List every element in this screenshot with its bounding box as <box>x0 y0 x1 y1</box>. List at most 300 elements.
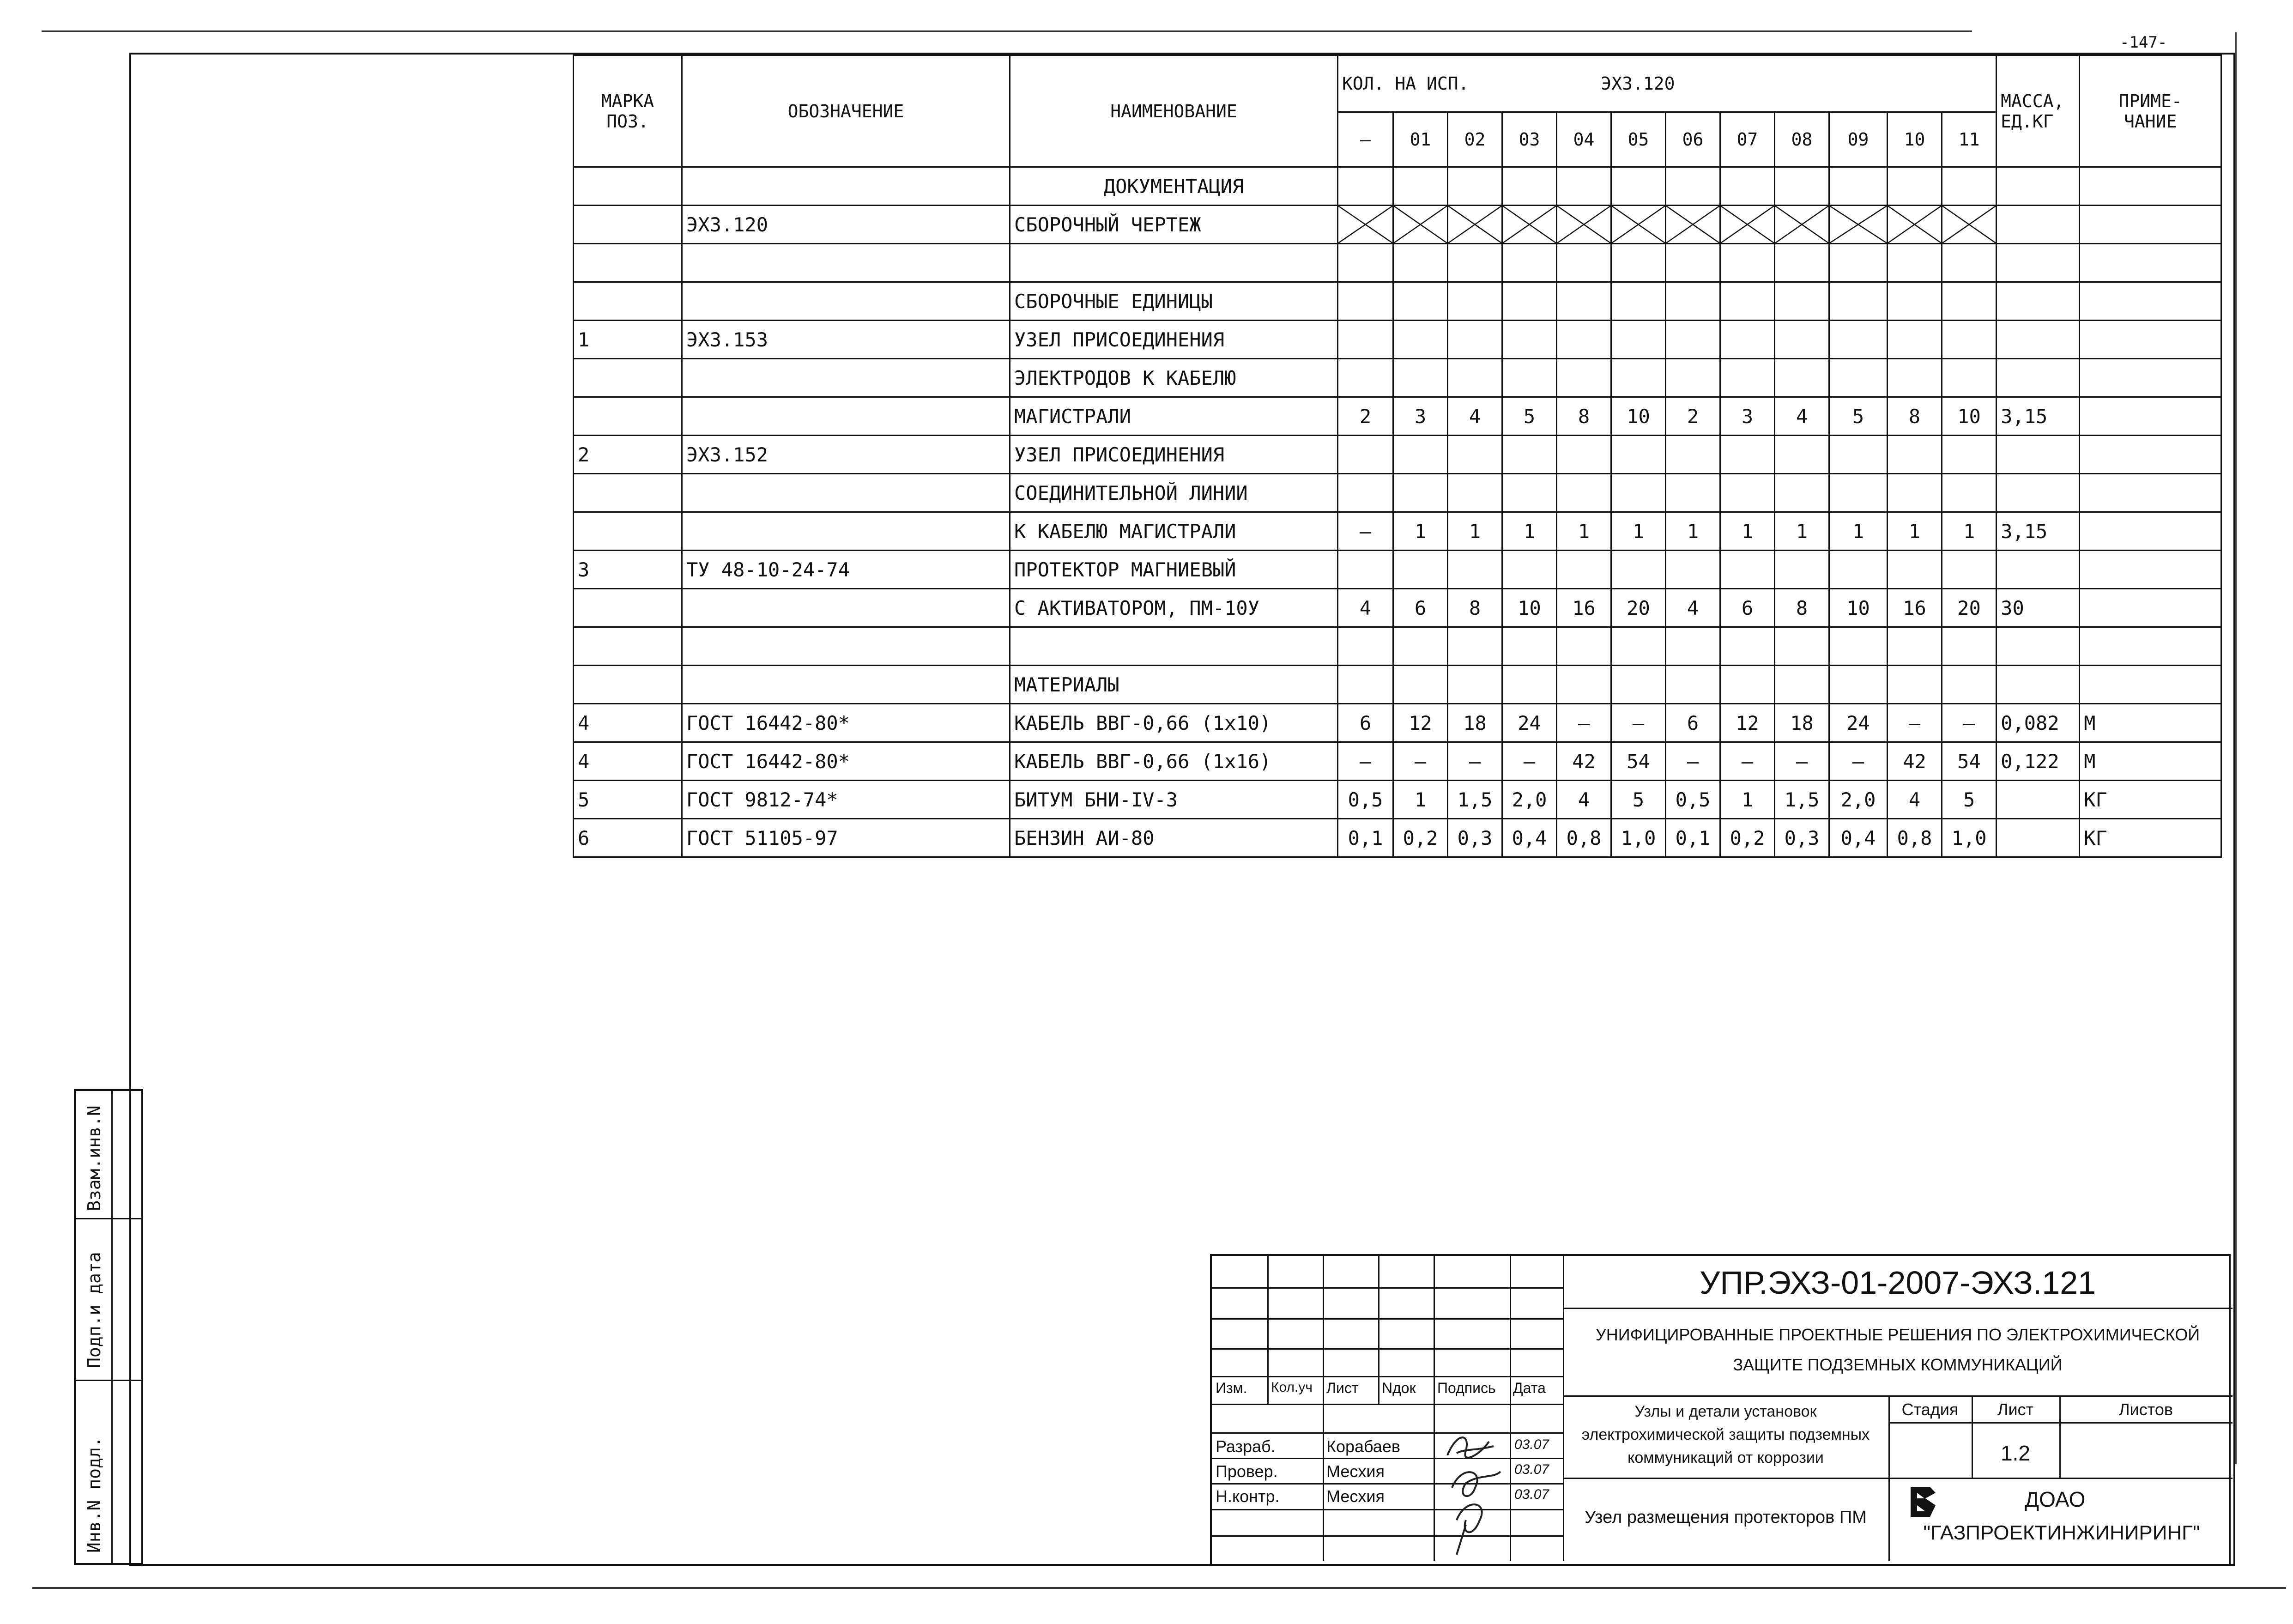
cell-qty: 1 <box>1502 512 1557 551</box>
cell-qty <box>1502 627 1557 666</box>
cell-qty <box>1393 321 1448 359</box>
header-mark-line1: МАРКА <box>601 91 654 111</box>
cell-mass <box>1997 244 2080 282</box>
cell-qty <box>1829 359 1888 397</box>
header-mark-line2: ПОЗ. <box>606 111 649 132</box>
cell-qty: 2 <box>1666 397 1720 436</box>
header-qty-label: КОЛ. НА ИСП. <box>1342 73 1469 94</box>
cell-qty <box>1666 666 1720 704</box>
cell-qty: – <box>1720 742 1775 781</box>
cell-qty <box>1888 321 1942 359</box>
cell-qty: 3 <box>1720 397 1775 436</box>
cell-qty: – <box>1448 742 1502 781</box>
cell-qty: 12 <box>1393 704 1448 742</box>
cell-qty: 0,5 <box>1338 781 1393 819</box>
cell-qty: 1 <box>1720 512 1775 551</box>
cell-qty: 54 <box>1942 742 1997 781</box>
cell-qty <box>1611 321 1666 359</box>
cell-qty <box>1942 282 1997 321</box>
cell-qty <box>1393 666 1448 704</box>
cell-qty <box>1611 282 1666 321</box>
header-mass-line1: МАССА, <box>2001 91 2064 111</box>
gazproekt-logo-icon <box>1907 1485 1939 1519</box>
cell-note <box>2080 321 2221 359</box>
cell-mark: 1 <box>574 321 682 359</box>
cell-qty: 20 <box>1942 589 1997 627</box>
cell-qty: 20 <box>1611 589 1666 627</box>
cell-qty: 12 <box>1720 704 1775 742</box>
cell-designation: ЭХЗ.120 <box>682 206 1010 244</box>
cell-qty <box>1775 666 1829 704</box>
cell-qty <box>1666 551 1720 589</box>
cell-qty: – <box>1775 742 1829 781</box>
cell-qty <box>1888 436 1942 474</box>
cell-qty: – <box>1942 704 1997 742</box>
cell-qty: 1 <box>1720 781 1775 819</box>
cell-name: БИТУМ БНИ-IV-3 <box>1010 781 1338 819</box>
cell-qty <box>1829 551 1888 589</box>
cell-designation <box>682 474 1010 512</box>
cell-mass <box>1997 551 2080 589</box>
cell-qty <box>1775 474 1829 512</box>
cell-qty: 1 <box>1829 512 1888 551</box>
header-note <box>2080 55 2221 167</box>
cell-qty <box>1338 282 1393 321</box>
cell-qty <box>1829 321 1888 359</box>
cross-mark <box>1612 206 1665 243</box>
cell-qty: 6 <box>1393 589 1448 627</box>
cell-note <box>2080 589 2221 627</box>
cell-qty: 1,5 <box>1775 781 1829 819</box>
table-row <box>574 321 2221 359</box>
cell-qty <box>1888 206 1942 244</box>
cell-name: К КАБЕЛЮ МАГИСТРАЛИ <box>1010 512 1338 551</box>
cell-note: М <box>2080 742 2221 781</box>
cross-mark <box>1775 206 1828 243</box>
cell-qty: – <box>1611 704 1666 742</box>
specification-body <box>574 167 2221 857</box>
cell-qty: 3 <box>1393 397 1448 436</box>
header-qty-col: – <box>1338 112 1393 167</box>
tb-date-prover: 03.07 <box>1514 1462 1549 1477</box>
cell-note: КГ <box>2080 819 2221 857</box>
header-qty-col: 02 <box>1448 112 1502 167</box>
cell-qty: 1 <box>1393 781 1448 819</box>
cell-qty: 16 <box>1557 589 1611 627</box>
cell-designation: ГОСТ 16442-80* <box>682 742 1010 781</box>
cell-qty <box>1829 627 1888 666</box>
cell-qty: 1 <box>1448 512 1502 551</box>
cell-qty <box>1448 627 1502 666</box>
cell-qty: – <box>1393 742 1448 781</box>
cell-qty: 4 <box>1666 589 1720 627</box>
sign-date-label: Подп.и дата <box>84 1252 104 1368</box>
cell-qty <box>1942 167 1997 206</box>
cell-qty <box>1888 359 1942 397</box>
tb-grid-line <box>1888 1395 1890 1561</box>
cell-qty <box>1448 551 1502 589</box>
cell-qty: 4 <box>1775 397 1829 436</box>
cell-qty <box>1448 167 1502 206</box>
cell-qty <box>1338 244 1393 282</box>
cell-qty: 1,0 <box>1942 819 1997 857</box>
cross-mark <box>1721 206 1774 243</box>
cell-qty <box>1393 282 1448 321</box>
cell-name: УЗЕЛ ПРИСОЕДИНЕНИЯ <box>1010 321 1338 359</box>
page-number: -147- <box>2120 33 2167 52</box>
tb-date-razrab: 03.07 <box>1514 1437 1549 1452</box>
cell-qty <box>1775 627 1829 666</box>
tb-name-prover: Месхия <box>1326 1462 1385 1481</box>
cell-mark: 2 <box>574 436 682 474</box>
tb-grid-line <box>1212 1432 1563 1434</box>
table-row <box>574 589 2221 627</box>
cell-qty <box>1888 244 1942 282</box>
stage-label: Стадия <box>1901 1400 1959 1419</box>
table-row <box>574 474 2221 512</box>
cell-qty: 0,4 <box>1829 819 1888 857</box>
sheet-title: Узел размещения протекторов ПМ <box>1585 1508 1867 1527</box>
cell-qty: – <box>1557 704 1611 742</box>
cell-designation: ТУ 48-10-24-74 <box>682 551 1010 589</box>
cell-qty <box>1942 359 1997 397</box>
cell-qty: 5 <box>1829 397 1888 436</box>
cell-qty: 0,4 <box>1502 819 1557 857</box>
cross-mark <box>1830 206 1887 243</box>
cell-note <box>2080 512 2221 551</box>
cell-mass <box>1997 627 2080 666</box>
tb-grid-line <box>1212 1458 1563 1459</box>
header-note-line2: ЧАНИЕ <box>2124 111 2177 132</box>
cell-qty <box>1775 551 1829 589</box>
cell-qty <box>1666 436 1720 474</box>
header-qty-col: 03 <box>1502 112 1557 167</box>
cell-mass: 3,15 <box>1997 512 2080 551</box>
cell-qty <box>1338 206 1393 244</box>
cell-qty <box>1720 627 1775 666</box>
cell-qty: 1 <box>1393 512 1448 551</box>
tb-grid-line <box>1563 1395 2232 1397</box>
cell-qty: 2,0 <box>1502 781 1557 819</box>
side-stamp-divider <box>76 1380 141 1381</box>
header-qty-col: 05 <box>1611 112 1666 167</box>
tb-role-nkontr: Н.контр. <box>1216 1487 1280 1506</box>
cell-qty <box>1829 666 1888 704</box>
cell-qty: 18 <box>1448 704 1502 742</box>
sheet-label: Лист <box>1997 1400 2034 1419</box>
cell-qty: 5 <box>1611 781 1666 819</box>
side-stamp-divider <box>76 1218 141 1219</box>
cell-qty <box>1448 321 1502 359</box>
cell-note <box>2080 206 2221 244</box>
cell-qty: 10 <box>1829 589 1888 627</box>
cell-mark: 6 <box>574 819 682 857</box>
table-row <box>574 282 2221 321</box>
cell-qty <box>1557 551 1611 589</box>
header-name: НАИМЕНОВАНИЕ <box>1010 55 1338 167</box>
cell-note <box>2080 397 2221 436</box>
cross-mark <box>1557 206 1610 243</box>
section-title-line3: коммуникаций от коррозии <box>1627 1449 1824 1466</box>
cell-qty <box>1720 167 1775 206</box>
tb-grid-line <box>1212 1318 1563 1320</box>
cell-qty <box>1720 282 1775 321</box>
cell-note <box>2080 551 2221 589</box>
cell-qty: 1,5 <box>1448 781 1502 819</box>
cell-qty <box>1720 359 1775 397</box>
cell-qty <box>1942 321 1997 359</box>
cell-mass: 0,082 <box>1997 704 2080 742</box>
cell-qty: 4 <box>1557 781 1611 819</box>
cell-mass <box>1997 359 2080 397</box>
cell-qty <box>1666 627 1720 666</box>
title-block <box>1210 1254 2231 1566</box>
cell-qty <box>1775 167 1829 206</box>
cell-qty: 1 <box>1888 512 1942 551</box>
tb-grid-line <box>1378 1256 1379 1404</box>
cell-name: УЗЕЛ ПРИСОЕДИНЕНИЯ <box>1010 436 1338 474</box>
tb-col-izm: Изм. <box>1216 1380 1247 1396</box>
cell-mark: 5 <box>574 781 682 819</box>
side-stamp <box>74 1089 143 1565</box>
header-qty-doc: ЭХЗ.120 <box>1601 73 1675 94</box>
header-qty-col: 11 <box>1942 112 1997 167</box>
cell-qty <box>1888 167 1942 206</box>
tb-grid-line <box>1212 1535 1563 1537</box>
tb-grid-line <box>1563 1478 2232 1479</box>
cell-mass: 30 <box>1997 589 2080 627</box>
org-line1: ДОАО <box>2025 1487 2086 1511</box>
cell-mass: 0,122 <box>1997 742 2080 781</box>
cell-qty <box>1611 359 1666 397</box>
tb-grid-line <box>1563 1308 2232 1309</box>
cell-qty <box>1448 436 1502 474</box>
cell-qty: 54 <box>1611 742 1666 781</box>
cell-note <box>2080 436 2221 474</box>
cell-qty <box>1888 282 1942 321</box>
cell-mark <box>574 512 682 551</box>
cell-mark <box>574 474 682 512</box>
cell-note <box>2080 167 2221 206</box>
table-row <box>574 704 2221 742</box>
inv-replace-label: Взам.инв.N <box>84 1105 104 1211</box>
cell-qty: 6 <box>1720 589 1775 627</box>
tb-grid-line <box>1510 1256 1511 1561</box>
cell-qty: 1 <box>1557 512 1611 551</box>
tb-date-nkontr: 03.07 <box>1514 1487 1549 1502</box>
bottom-rule <box>32 1587 2286 1589</box>
tb-grid-line <box>1212 1483 1563 1485</box>
cell-name: СБОРОЧНЫЙ ЧЕРТЕЖ <box>1010 206 1338 244</box>
cell-qty <box>1775 282 1829 321</box>
right-rule <box>2235 32 2237 1464</box>
cell-qty <box>1942 436 1997 474</box>
cross-mark <box>1666 206 1719 243</box>
cell-qty <box>1557 167 1611 206</box>
cell-qty: – <box>1888 704 1942 742</box>
cell-name: С АКТИВАТОРОМ, ПМ-10У <box>1010 589 1338 627</box>
tb-name-nkontr: Месхия <box>1326 1487 1385 1506</box>
tb-grid-line <box>1267 1256 1269 1404</box>
cell-qty <box>1557 244 1611 282</box>
tb-col-ndok: Nдок <box>1382 1380 1416 1396</box>
cell-qty: 6 <box>1666 704 1720 742</box>
cell-qty: 1,0 <box>1611 819 1666 857</box>
cell-qty <box>1666 474 1720 512</box>
cell-designation: ЭХЗ.153 <box>682 321 1010 359</box>
cell-qty <box>1775 436 1829 474</box>
table-row <box>574 666 2221 704</box>
table-row <box>574 397 2221 436</box>
tb-col-podpis: Подпись <box>1437 1380 1496 1396</box>
cell-qty <box>1448 474 1502 512</box>
cell-qty <box>1338 627 1393 666</box>
cell-qty: 4 <box>1448 397 1502 436</box>
org-line2: "ГАЗПРОЕКТИНЖИНИРИНГ" <box>1923 1521 2200 1544</box>
cell-name <box>1010 244 1338 282</box>
project-title-line1: УНИФИЦИРОВАННЫЕ ПРОЕКТНЫЕ РЕШЕНИЯ ПО ЭЛЕКТРОХИМИЧЕСКОЙ <box>1595 1325 2200 1344</box>
cell-qty: 8 <box>1888 397 1942 436</box>
cross-mark <box>1888 206 1941 243</box>
cell-qty <box>1338 359 1393 397</box>
cell-qty: – <box>1502 742 1557 781</box>
cell-qty <box>1888 551 1942 589</box>
cell-qty <box>1942 206 1997 244</box>
table-row <box>574 781 2221 819</box>
cell-qty <box>1502 167 1557 206</box>
cell-name: КАБЕЛЬ ВВГ-0,66 (1х16) <box>1010 742 1338 781</box>
cell-name: ЭЛЕКТРОДОВ К КАБЕЛЮ <box>1010 359 1338 397</box>
cell-qty <box>1393 244 1448 282</box>
cell-qty <box>1611 206 1666 244</box>
cell-qty: 10 <box>1942 397 1997 436</box>
cell-qty <box>1666 206 1720 244</box>
cross-mark <box>1448 206 1501 243</box>
cell-mass <box>1997 206 2080 244</box>
cell-designation <box>682 244 1010 282</box>
cell-qty <box>1611 244 1666 282</box>
cell-mass <box>1997 819 2080 857</box>
cell-qty: 0,8 <box>1557 819 1611 857</box>
cell-qty <box>1611 436 1666 474</box>
header-mass-line2: ЕД.КГ <box>2001 111 2054 132</box>
cell-qty <box>1393 474 1448 512</box>
cell-designation: ГОСТ 9812-74* <box>682 781 1010 819</box>
cell-name: ДОКУМЕНТАЦИЯ <box>1010 167 1338 206</box>
cell-mark: 3 <box>574 551 682 589</box>
cell-qty: 0,2 <box>1720 819 1775 857</box>
tb-col-data: Дата <box>1513 1380 1546 1396</box>
cell-qty: 0,2 <box>1393 819 1448 857</box>
cell-note <box>2080 666 2221 704</box>
tb-grid-line <box>1212 1509 1563 1510</box>
cell-mark <box>574 167 682 206</box>
cell-qty <box>1720 474 1775 512</box>
sheet-value: 1.2 <box>2001 1441 2030 1465</box>
cell-designation: ГОСТ 51105-97 <box>682 819 1010 857</box>
section-title-line2: электрохимической защиты подземных <box>1581 1426 1870 1443</box>
header-qty-group <box>1338 55 1997 112</box>
header-qty-col: 01 <box>1393 112 1448 167</box>
header-qty-col: 08 <box>1775 112 1829 167</box>
sheets-label: Листов <box>2119 1400 2173 1419</box>
cell-designation <box>682 397 1010 436</box>
cell-qty: 1 <box>1942 512 1997 551</box>
cell-mass <box>1997 321 2080 359</box>
cell-mark <box>574 666 682 704</box>
header-qty-col: 10 <box>1888 112 1942 167</box>
cell-mass <box>1997 666 2080 704</box>
cell-qty <box>1942 551 1997 589</box>
cell-qty: 0,8 <box>1888 819 1942 857</box>
cell-qty: 8 <box>1775 589 1829 627</box>
cell-qty: 0,3 <box>1448 819 1502 857</box>
cell-designation: ГОСТ 16442-80* <box>682 704 1010 742</box>
cell-qty <box>1775 321 1829 359</box>
top-rule <box>42 30 1972 32</box>
table-row <box>574 167 2221 206</box>
cell-qty <box>1448 206 1502 244</box>
cell-qty: 42 <box>1557 742 1611 781</box>
cell-qty <box>1720 206 1775 244</box>
cell-qty: 18 <box>1775 704 1829 742</box>
cell-qty <box>1393 206 1448 244</box>
cell-name: СОЕДИНИТЕЛЬНОЙ ЛИНИИ <box>1010 474 1338 512</box>
cell-note: КГ <box>2080 781 2221 819</box>
cell-qty <box>1888 666 1942 704</box>
cell-qty <box>1557 666 1611 704</box>
cell-designation <box>682 359 1010 397</box>
cell-qty <box>1557 359 1611 397</box>
header-mass <box>1997 55 2080 167</box>
header-qty-col: 09 <box>1829 112 1888 167</box>
project-title-line2: ЗАЩИТЕ ПОДЗЕМНЫХ КОММУНИКАЦИЙ <box>1733 1355 2063 1374</box>
cell-qty <box>1557 436 1611 474</box>
cell-mass <box>1997 474 2080 512</box>
cell-mass <box>1997 436 2080 474</box>
cell-qty <box>1502 321 1557 359</box>
cell-name: МАГИСТРАЛИ <box>1010 397 1338 436</box>
cell-qty: 5 <box>1942 781 1997 819</box>
cell-qty: – <box>1666 742 1720 781</box>
specification-table <box>573 55 2222 858</box>
cell-mark <box>574 589 682 627</box>
cell-designation <box>682 512 1010 551</box>
cell-qty <box>1448 666 1502 704</box>
cell-qty <box>1611 666 1666 704</box>
cell-mark <box>574 206 682 244</box>
tb-grid-line <box>1212 1404 1563 1405</box>
cell-note: М <box>2080 704 2221 742</box>
cell-qty <box>1502 666 1557 704</box>
cell-qty: 2 <box>1338 397 1393 436</box>
tb-grid-line <box>1212 1376 1563 1377</box>
cell-qty <box>1775 206 1829 244</box>
cell-qty <box>1448 282 1502 321</box>
cell-qty: – <box>1829 742 1888 781</box>
cell-qty <box>1557 474 1611 512</box>
tb-grid-line <box>1212 1348 1563 1350</box>
cell-note <box>2080 627 2221 666</box>
table-row <box>574 742 2221 781</box>
cell-qty <box>1393 359 1448 397</box>
cell-qty <box>1666 282 1720 321</box>
cell-qty <box>1338 474 1393 512</box>
cell-qty <box>1611 627 1666 666</box>
tb-col-list: Лист <box>1326 1380 1359 1396</box>
cell-qty: 0,1 <box>1338 819 1393 857</box>
cell-qty <box>1448 244 1502 282</box>
